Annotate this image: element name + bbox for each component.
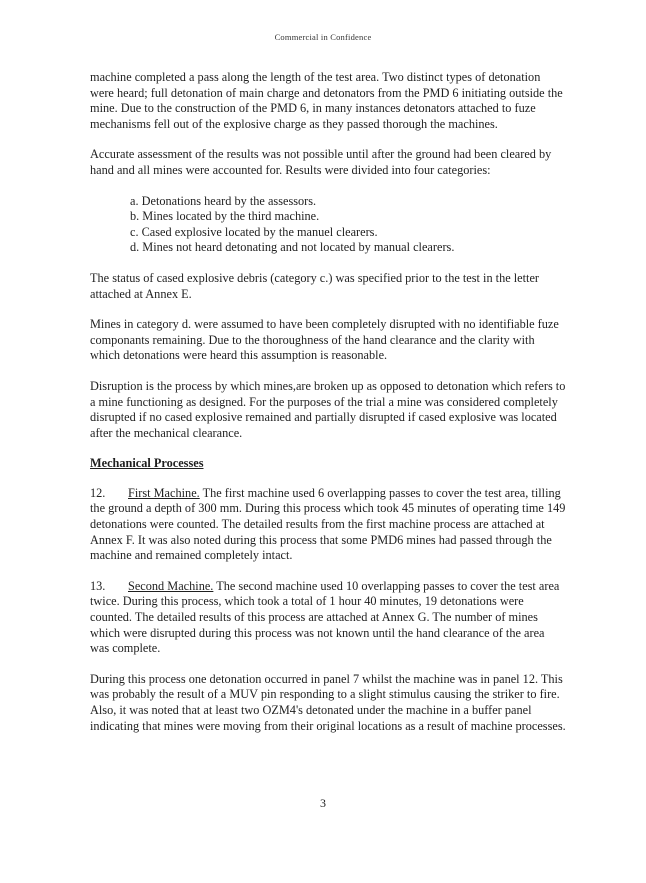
section-heading: Mechanical Processes	[90, 456, 204, 471]
subsection-title: First Machine.	[128, 485, 200, 500]
document-body	[90, 70, 566, 749]
paragraph-category-d: Mines in category d. were assumed to have been completely disrupted with no identifiable fuze componants remaining. Due to the thoroughness of the hand clearance and the clarity with which detonations were heard this assumption is reasonable.	[90, 317, 559, 363]
list-item: c. Cased explosive located by the manuel clearers.	[130, 224, 378, 239]
paragraph-text: The second machine used 10 overlapping passes to cover the test area twice. During this process, which took a total of 1 hour 40 minutes, 19 detonations were counted. The detailed results of this process are attached at Annex G. The number of mines which were disrupted during this process was not known until the hand clearance of the area was complete.	[90, 578, 560, 656]
list-item: b. Mines located by the third machine.	[130, 209, 320, 224]
paragraph-number: 13.	[90, 578, 106, 593]
paragraph-intro: machine completed a pass along the length of the test area. Two distinct types of detonation were heard; full detonation of main charge and detonators from the PMD 6 initiating outside the mine. Due to the construction of the PMD 6, in many instances detonators attached to fuze mechanisms fell out of the explosive charge as they passed thorough the machines.	[90, 70, 563, 131]
page-header: Commercial in Confidence	[274, 32, 372, 42]
page-number: 3	[320, 796, 326, 810]
category-list	[90, 194, 566, 256]
paragraph-assessment: Accurate assessment of the results was not possible until after the ground had been cleared by hand and all mines were accounted for. Results were divided into four categories:	[90, 147, 552, 177]
paragraph-number: 12.	[90, 485, 106, 500]
subsection-title: Second Machine.	[128, 578, 214, 593]
paragraph-detonation: During this process one detonation occurred in panel 7 whilst the machine was in panel 12. This was probably the result of a MUV pin responding to a slight stimulus causing the striker to fire. Also, it was noted that at least two OZM4's detonated under the machine in a buffer panel indicating that mines were moving from their original locations as a result of machine processes.	[90, 671, 566, 733]
paragraph-disruption: Disruption is the process by which mines,are broken up as opposed to detonation which refers to a mine functioning as designed. For the purposes of the trial a mine was considered completely disrupted if no cased explosive remained and partially disrupted if cased explosive was located after the mechanical clearance.	[90, 378, 566, 440]
list-item: d. Mines not heard detonating and not located by manual clearers.	[130, 240, 455, 255]
paragraph-13	[90, 579, 566, 657]
paragraph-debris: The status of cased explosive debris (category c.) was specified prior to the test in the letter attached at Annex E.	[90, 270, 540, 301]
paragraph-12	[90, 486, 566, 564]
list-item: a. Detonations heard by the assessors.	[130, 193, 317, 208]
paragraph-text: The first machine used 6 overlapping passes to cover the test area, tilling the ground a depth of 300 mm. During this process which took 45 minutes of operating time 149 detonations were counted. The detailed results from the first machine process are attached at Annex F. It was also noted during this process that some PMD6 mines had passed through the machine and remained completely intact.	[90, 485, 566, 563]
